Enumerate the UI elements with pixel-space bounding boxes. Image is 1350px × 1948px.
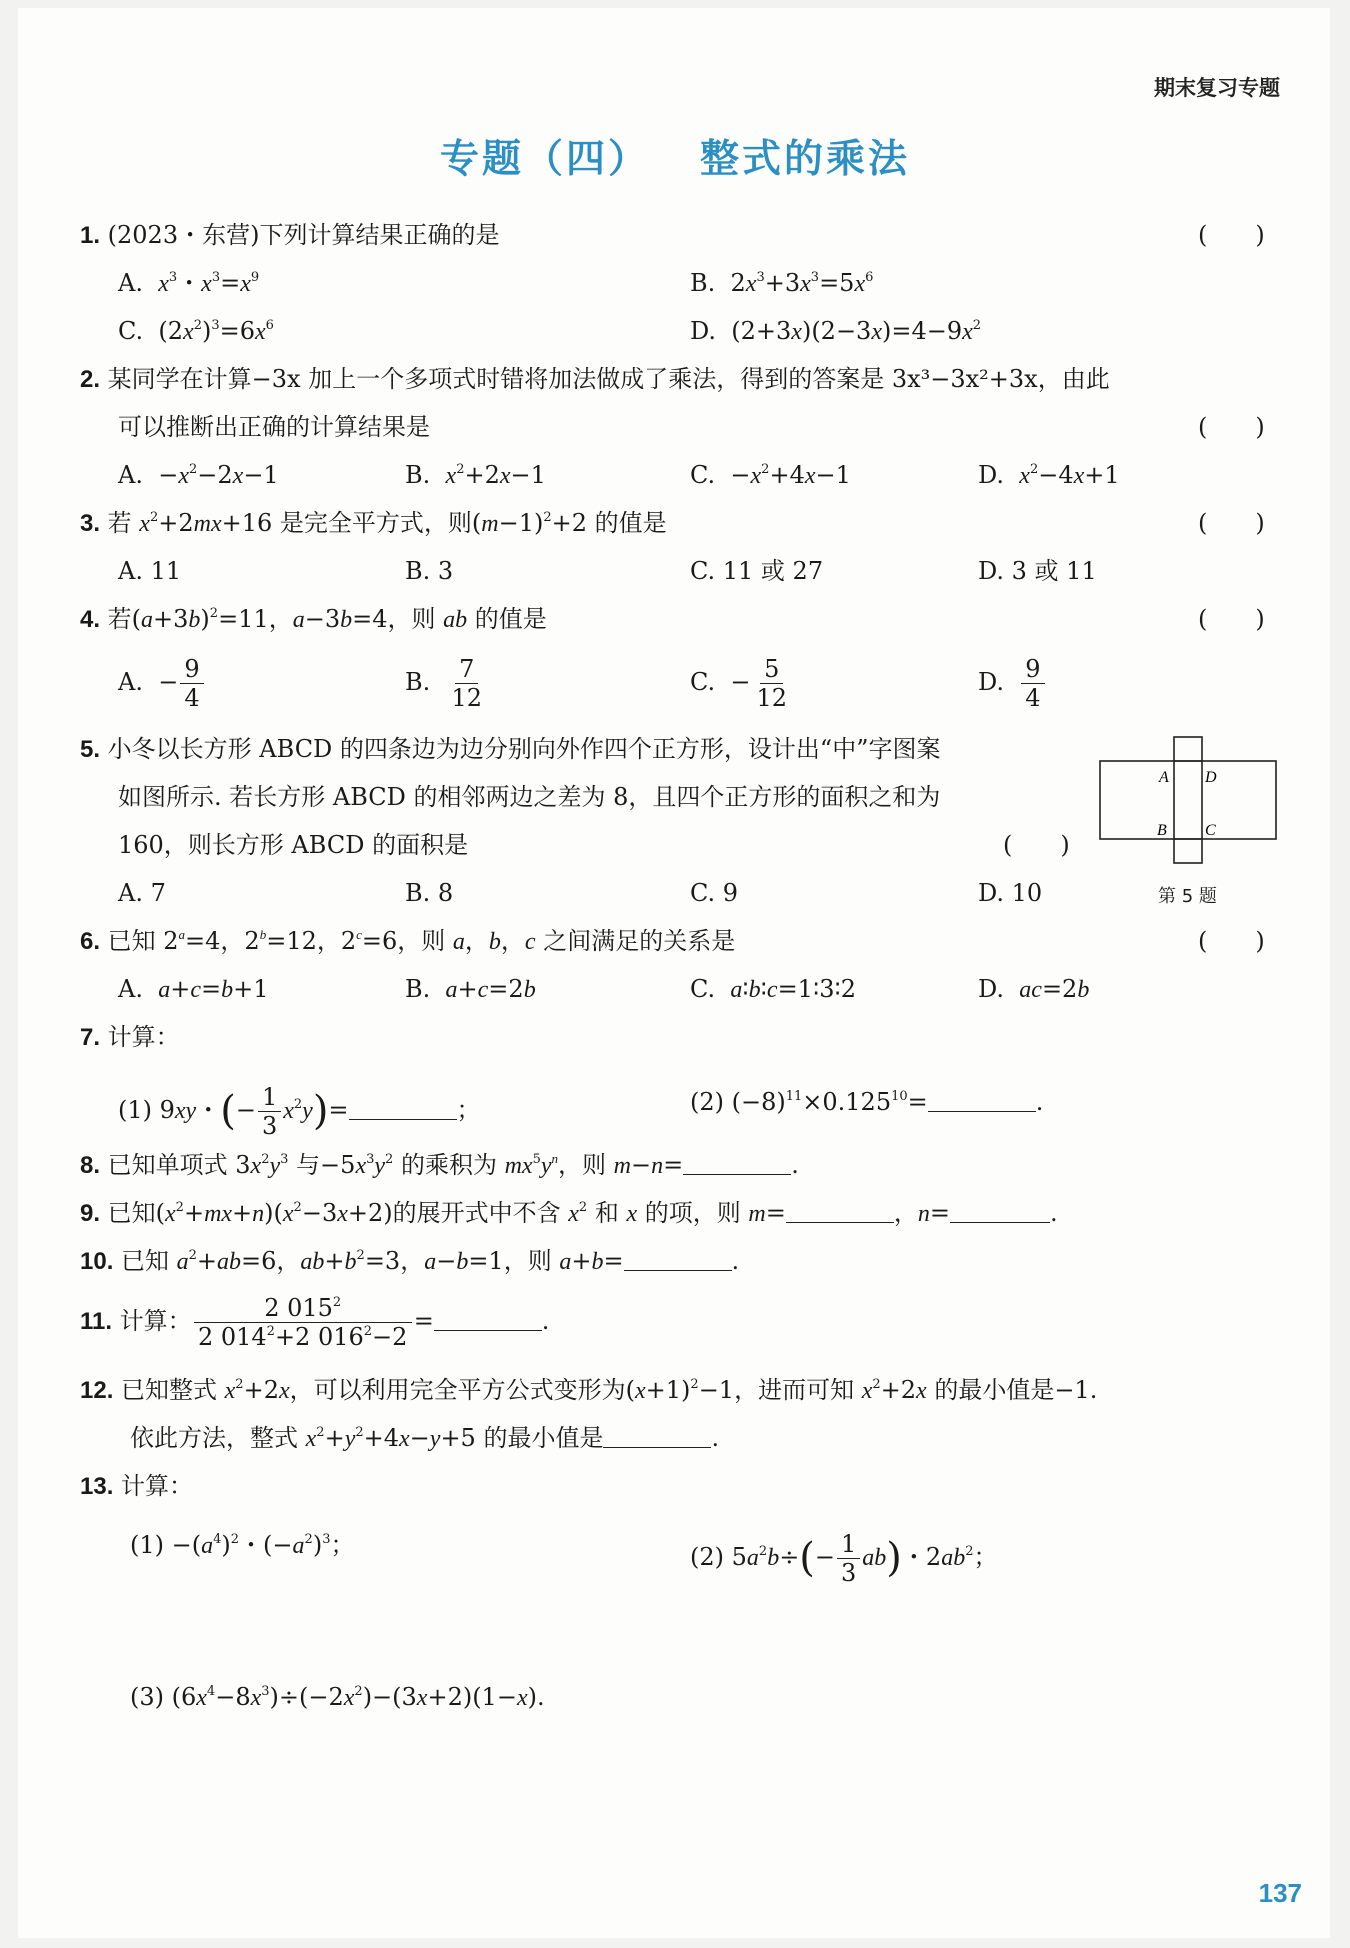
figure-caption: 第 5 题 [1158, 886, 1217, 907]
page-header: 期末复习专题 [1154, 76, 1280, 100]
horizontal-rectangle [1100, 761, 1276, 839]
q9-n-blank[interactable] [950, 1222, 1050, 1223]
page-title [0, 128, 1350, 184]
question-2: 2. 某同学在计算−3x 加上一个多项式时错将加法做成了乘法，得到的答案是 3x³−3x²+3x，由此 [80, 365, 1110, 393]
question-1: 1. (2023・东营)下列计算结果正确的是 [80, 221, 500, 249]
question-12: 12. 已知整式 $x^2+2x$，可以利用完全平方公式变形为$(x+1)^2-1$，进而可知 $x^2+2x$ 的最小值是−1. [80, 1376, 1098, 1404]
question-4: 4. 若$(a+3b)^2=11$，a−3b=4，则 ab 的值是 [80, 605, 547, 633]
q6-option-c: C. a∶b∶c=1∶3∶2 [690, 975, 856, 1003]
q2-option-b: B. $x^2+2x-1$ [405, 461, 546, 489]
q5-option-b: B. 8 [405, 879, 454, 907]
question-5: 5. 小冬以长方形 ABCD 的四条边为边分别向外作四个正方形，设计出“中”字图案 [80, 735, 941, 763]
title-part-a: 专题（四） [439, 137, 650, 182]
page-number: 137 [1258, 1878, 1302, 1908]
q4-option-d: D. $\frac{9}{4}$ [978, 655, 1047, 712]
question-5-line2: 如图所示. 若长方形 ABCD 的相邻两边之差为 8，且四个正方形的面积之和为 [118, 783, 941, 811]
q13-part-3: (3) $(6x^4-8x^3)\div(-2x^2)-(3x+2)(1-x)$. [130, 1683, 545, 1711]
question-3: 3. 若 $x^2+2mx+16$ 是完全平方式，则$(m-1)^2+2$ 的值是 [80, 509, 667, 537]
q4-option-a: A. − $\frac{9}{4}$ [118, 655, 206, 712]
question-12-line2: 依此方法，整式 $x^2+y^2+4x-y+5$ 的最小值是 . [130, 1424, 720, 1452]
q13-part-1: $(1) -(a^4)^2$・$(-a^2)^3$； [130, 1531, 355, 1559]
question-5-line3: 160，则长方形 ABCD 的面积是 [118, 831, 469, 859]
q1-option-c: C. $(2x^2)^3=6x^6$ [118, 317, 274, 345]
q3-option-b: B. 3 [405, 557, 454, 585]
q7-part-2: (2) $(-8)^{11}\times 0.125^{10}=$ . [690, 1088, 1044, 1116]
question-6: 6. 已知 $2^a=4$，$2^b=12$，$2^c=6$，则 a，b，c 之间满足的关系是 [80, 927, 736, 955]
q8-answer-blank[interactable] [683, 1174, 791, 1175]
q2-option-d: D. $x^2-4x+1$ [978, 461, 1120, 489]
question-11: 11. 计算： $\frac{2 015^2}{2 014^2+2 016^2-2}$ = . [80, 1294, 550, 1351]
q6-option-d: D. ac=2b [978, 975, 1090, 1003]
q5-option-d: D. 10 [978, 879, 1043, 907]
question-13: 13. 计算： [80, 1472, 194, 1500]
q13-part-2: (2) $5a^2b\div(-$ $\frac{1}{3}$ ab)・$2ab^2$； [690, 1530, 998, 1587]
q2-option-c: C. $-x^2+4x-1$ [690, 461, 851, 489]
answer-paren-1[interactable]: ( ) [1198, 221, 1265, 249]
q5-option-a: A. 7 [118, 879, 166, 907]
q3-option-c: C. 11 或 27 [690, 557, 824, 585]
q12-answer-blank[interactable] [603, 1447, 711, 1448]
zhong-figure [1098, 735, 1278, 865]
q3-option-a: A. 11 [118, 557, 182, 585]
q1-option-a: A. $x^3$・$x^3=x^9$ [118, 269, 260, 297]
q5-option-c: C. 9 [690, 879, 739, 907]
answer-paren-4[interactable]: ( ) [1198, 605, 1265, 633]
answer-paren-2[interactable]: ( ) [1198, 413, 1265, 441]
question-9: 9. 已知$(x^2+mx+n)(x^2-3x+2)$的展开式中不含 $x^2$ 和 x 的项，则 m= ，n= . [80, 1199, 1058, 1227]
q6-option-a: A. a+c=b+1 [118, 975, 269, 1003]
q1-option-d: D. $(2+3x)(2-3x)=4-9x^2$ [690, 317, 982, 345]
q9-m-blank[interactable] [786, 1222, 894, 1223]
q7-1-answer-blank[interactable] [349, 1119, 457, 1120]
answer-paren-3[interactable]: ( ) [1198, 509, 1265, 537]
vertical-rectangle [1174, 737, 1202, 863]
question-2-line2: 可以推断出正确的计算结果是 [118, 413, 430, 441]
q1-option-b: B. $2x^3+3x^3=5x^6$ [690, 269, 874, 297]
question-1-stem: (2023・东营)下列计算结果正确的是 [107, 221, 500, 249]
q6-option-b: B. a+c=2b [405, 975, 536, 1003]
question-8: 8. 已知单项式 $3x^2y^3$ 与$-5x^3y^2$ 的乘积为 $mx^5y^n$，则 m−n= . [80, 1151, 799, 1179]
label-d: D [1205, 769, 1217, 786]
q2-option-a: A. $-x^2-2x-1$ [118, 461, 279, 489]
answer-paren-5[interactable]: ( ) [1003, 831, 1070, 859]
q11-answer-blank[interactable] [434, 1330, 542, 1331]
answer-paren-6[interactable]: ( ) [1198, 927, 1265, 955]
question-7: 7. 计算： [80, 1023, 180, 1051]
q7-2-answer-blank[interactable] [928, 1111, 1036, 1112]
q10-answer-blank[interactable] [624, 1270, 732, 1271]
q7-part-1: (1) 9xy・(− $\frac{1}{3}$ $x^2y)=$ ； [118, 1083, 481, 1140]
q4-option-c: C. − $\frac{5}{12}$ [690, 655, 788, 712]
label-b: B [1157, 822, 1167, 839]
label-c: C [1205, 822, 1216, 839]
q3-option-d: D. 3 或 11 [978, 557, 1097, 585]
label-a: A [1159, 769, 1169, 786]
question-10: 10. 已知 $a^2+ab=6$，$ab+b^2=3$，a−b=1，则 a+b= . [80, 1247, 740, 1275]
title-part-b: 整式的乘法 [700, 137, 911, 182]
q4-option-b: B. $\frac{7}{12}$ [405, 655, 483, 712]
